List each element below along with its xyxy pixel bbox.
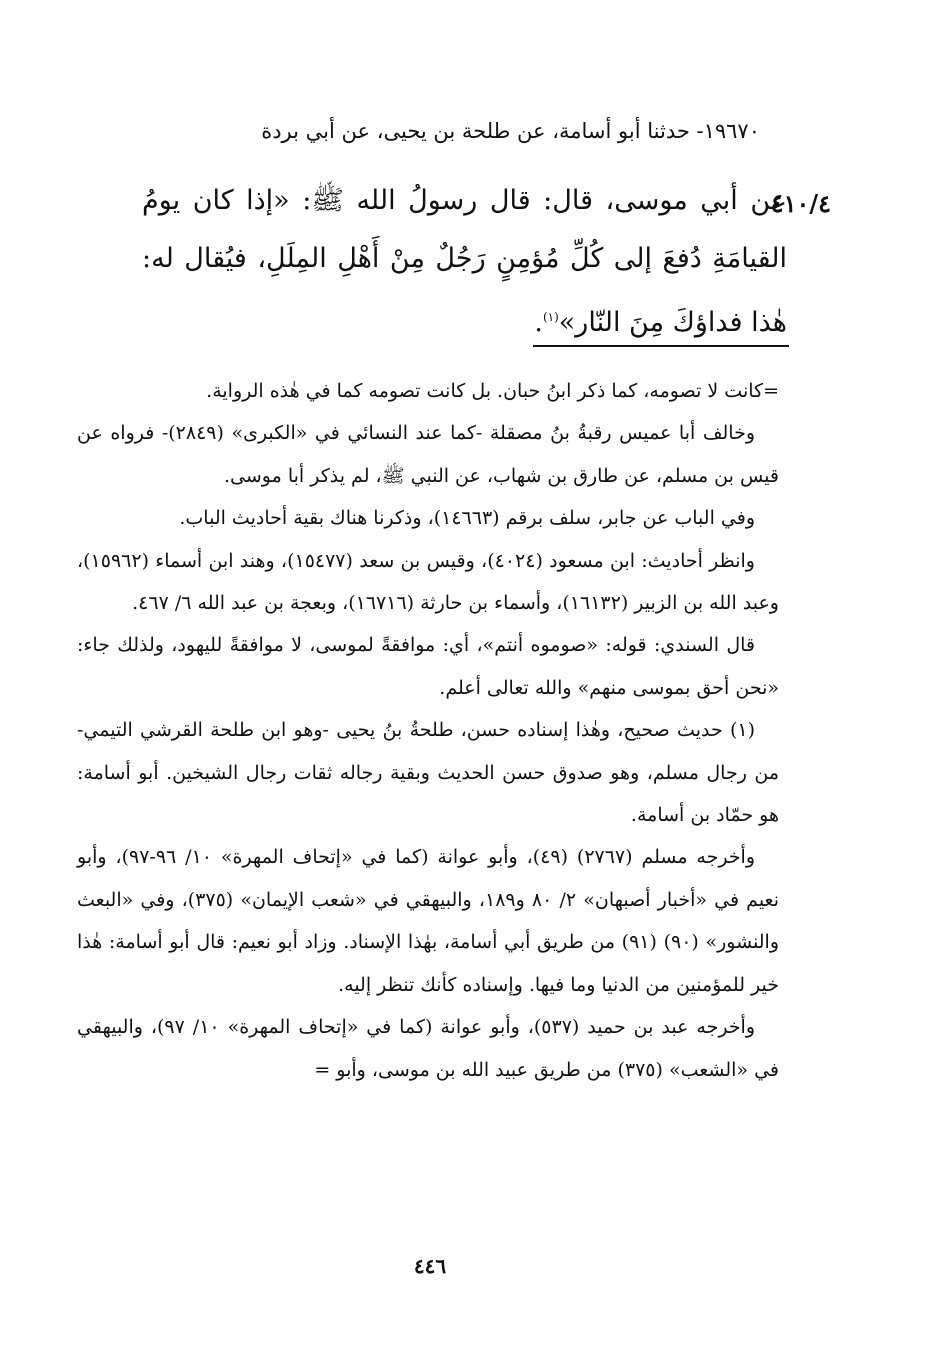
hadith-text [142,172,787,352]
footnote-paragraph: وأخرجه عبد بن حميد (٥٣٧)، وأبو عوانة (كما في «إتحاف المهرة» ١٠/ ٩٧)، والبيهقي في «الشعب» (٣٧٥) من طريق عبيد الله بن موسى، وأبو = [77,1016,779,1081]
footnote-divider [533,345,789,347]
footnote-paragraph: (١) حديث صحيح، وهٰذا إسناده حسن، طلحةُ بنُ يحيى -وهو ابن طلحة القرشي التيمي- من رجال مسلم، وهو صدوق حسن الحديث وبقية رجاله ثقات رجال الشيخين. أبو أسامة: هو حمّاد بن أسامة. [77,719,779,827]
page-number: ٤٤٦ [413,1254,447,1278]
hadith-body: عن أبي موسى، قال: قال رسولُ الله ﷺ: «إذا كان يومُ القيامَةِ دُفعَ إلى كُلِّ مُؤمِنٍ رَجُلٌ مِنْ أَهْلِ المِلَلِ، فيُقال له: هٰذا فداؤكَ مِنَ النّار» [142,185,787,338]
footnote-paragraph: =كانت لا تصومه، كما ذكر ابنُ حبان. بل كانت تصومه كما في هٰذه الرواية. [206,380,779,402]
hadith-end-mark: . [534,307,543,338]
footnote-marker: (١) [542,310,559,324]
footnote-paragraph: قال السندي: قوله: «صوموه أنتم»، أي: موافقةً لموسى، لا موافقةً لليهود، ولذلك جاء: «نحن أحق بموسى منهم» والله تعالى أعلم. [77,634,779,699]
volume-page-reference: ٤١٠/٤ [770,189,831,218]
footnote-paragraph: وفي الباب عن جابر، سلف برقم (١٤٦٦٣)، وذكرنا هناك بقية أحاديث الباب. [179,507,755,530]
footnotes [77,370,779,1091]
footnote-paragraph: وأخرجه مسلم (٢٧٦٧) (٤٩)، وأبو عوانة (كما في «إتحاف المهرة» ١٠/ ٩٦-٩٧)، وأبو نعيم في «أخبار أصبهان» ٢/ ٨٠ و١٨٩، والبيهقي في «شعب الإيمان» (٣٧٥)، وفي «البعث والنشور» (٩٠) (٩١) من طريق أبي أسامة، بهٰذا الإسناد. وزاد أبو نعيم: قال أبو أسامة: هٰذا خير للمؤمنين من الدنيا وما فيها. وإسناده كأنك تنظر إليه. [77,846,780,996]
footnote-paragraph: وخالف أبا عميس رقبةُ بنُ مصقلة -كما عند النسائي في «الكبرى» (٢٨٤٩)- فرواه عن قيس بن مسلم، عن طارق بن شهاب، عن النبي ﷺ، لم يذكر أبا موسى. [77,422,779,487]
hadith-header: ١٩٦٧٠- حدثنا أبو أسامة، عن طلحة بن يحيى، عن أبي بردة [261,119,760,143]
footnote-paragraph: وانظر أحاديث: ابن مسعود (٤٠٢٤)، وقيس بن سعد (١٥٤٧٧)، وهند ابن أسماء (١٥٩٦٢)، وعبد الله بن الزبير (١٦١٣٢)، وأسماء بن حارثة (١٦٧١٦)، وبعجة بن عبد الله ٦/ ٤٦٧. [77,549,779,615]
